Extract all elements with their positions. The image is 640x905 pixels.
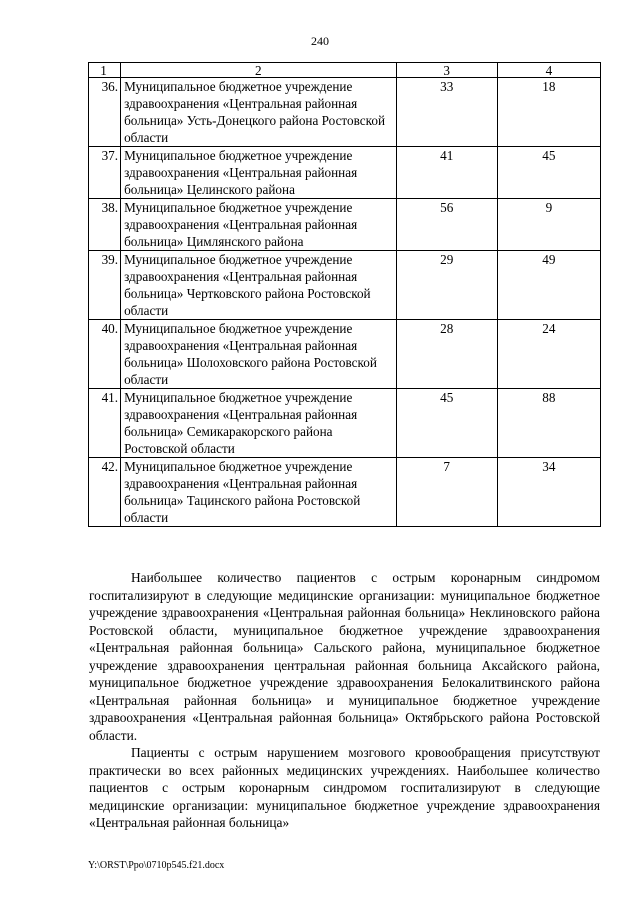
table-row xyxy=(89,320,601,389)
facility-name: Муниципальное бюджетное учреждение здравоохранения «Центральная районная больница» Чертковского района Ростовской области xyxy=(121,251,397,320)
body-text xyxy=(89,569,600,832)
row-number: 40. xyxy=(89,320,121,389)
table-header-row xyxy=(89,63,601,78)
row-number: 39. xyxy=(89,251,121,320)
row-number: 36. xyxy=(89,78,121,147)
table-row xyxy=(89,389,601,458)
table-row xyxy=(89,147,601,199)
paragraph: Наибольшее количество пациентов с острым коронарным синдромом госпитализируют в следующие медицинские организации: муниципальное бюджетное учреждение здравоохранения «Центральная районная больница» Неклиновского района Ростовской области, муниципальное бюджетное учреждение здравоохранения «Центральная районная больница» Сальского района, муниципальное бюджетное учреждение здравоохранения центральная районная больница Аксайского района, муниципальное бюджетное учреждение здравоохранения Белокалитвинского района «Центральная районная больница» и муниципальное бюджетное учреждение здравоохранения «Центральная районная больница» Октябрьского района Ростовской области. xyxy=(89,570,600,743)
value-col-4: 18 xyxy=(497,78,600,147)
value-col-3: 7 xyxy=(396,458,497,527)
facility-name: Муниципальное бюджетное учреждение здравоохранения «Центральная районная больница» Цимлянского района xyxy=(121,199,397,251)
value-col-4: 24 xyxy=(497,320,600,389)
value-col-4: 34 xyxy=(497,458,600,527)
hospitals-table xyxy=(88,62,601,527)
row-number: 37. xyxy=(89,147,121,199)
value-col-3: 45 xyxy=(396,389,497,458)
table-row xyxy=(89,78,601,147)
row-number: 38. xyxy=(89,199,121,251)
value-col-4: 45 xyxy=(497,147,600,199)
value-col-3: 33 xyxy=(396,78,497,147)
header-col-4: 4 xyxy=(497,63,600,78)
header-col-3: 3 xyxy=(396,63,497,78)
value-col-4: 49 xyxy=(497,251,600,320)
facility-name: Муниципальное бюджетное учреждение здравоохранения «Центральная районная больница» Тацинского района Ростовской области xyxy=(121,458,397,527)
value-col-4: 9 xyxy=(497,199,600,251)
facility-name: Муниципальное бюджетное учреждение здравоохранения «Центральная районная больница» Семикаракорского района Ростовской области xyxy=(121,389,397,458)
footer-file-path: Y:\ORST\Ppo\0710p545.f21.docx xyxy=(88,860,225,871)
value-col-3: 29 xyxy=(396,251,497,320)
row-number: 42. xyxy=(89,458,121,527)
value-col-3: 56 xyxy=(396,199,497,251)
paragraph: Пациенты с острым нарушением мозгового кровообращения присутствуют практически во всех районных медицинских учреждениях. Наибольшее количество пациентов с острым коронарным синдромом госпитализируют в следующие медицинские организации: муниципальное бюджетное учреждение здравоохранения «Центральная районная больница» xyxy=(89,745,600,830)
facility-name: Муниципальное бюджетное учреждение здравоохранения «Центральная районная больница» Целинского района xyxy=(121,147,397,199)
facility-name: Муниципальное бюджетное учреждение здравоохранения «Центральная районная больница» Шолоховского района Ростовской области xyxy=(121,320,397,389)
header-col-2: 2 xyxy=(121,63,397,78)
facility-name: Муниципальное бюджетное учреждение здравоохранения «Центральная районная больница» Усть-Донецкого района Ростовской области xyxy=(121,78,397,147)
table-row xyxy=(89,458,601,527)
page-number: 240 xyxy=(311,34,329,48)
header-col-1: 1 xyxy=(89,63,121,78)
value-col-3: 28 xyxy=(396,320,497,389)
value-col-4: 88 xyxy=(497,389,600,458)
value-col-3: 41 xyxy=(396,147,497,199)
row-number: 41. xyxy=(89,389,121,458)
table-row xyxy=(89,251,601,320)
table-row xyxy=(89,199,601,251)
